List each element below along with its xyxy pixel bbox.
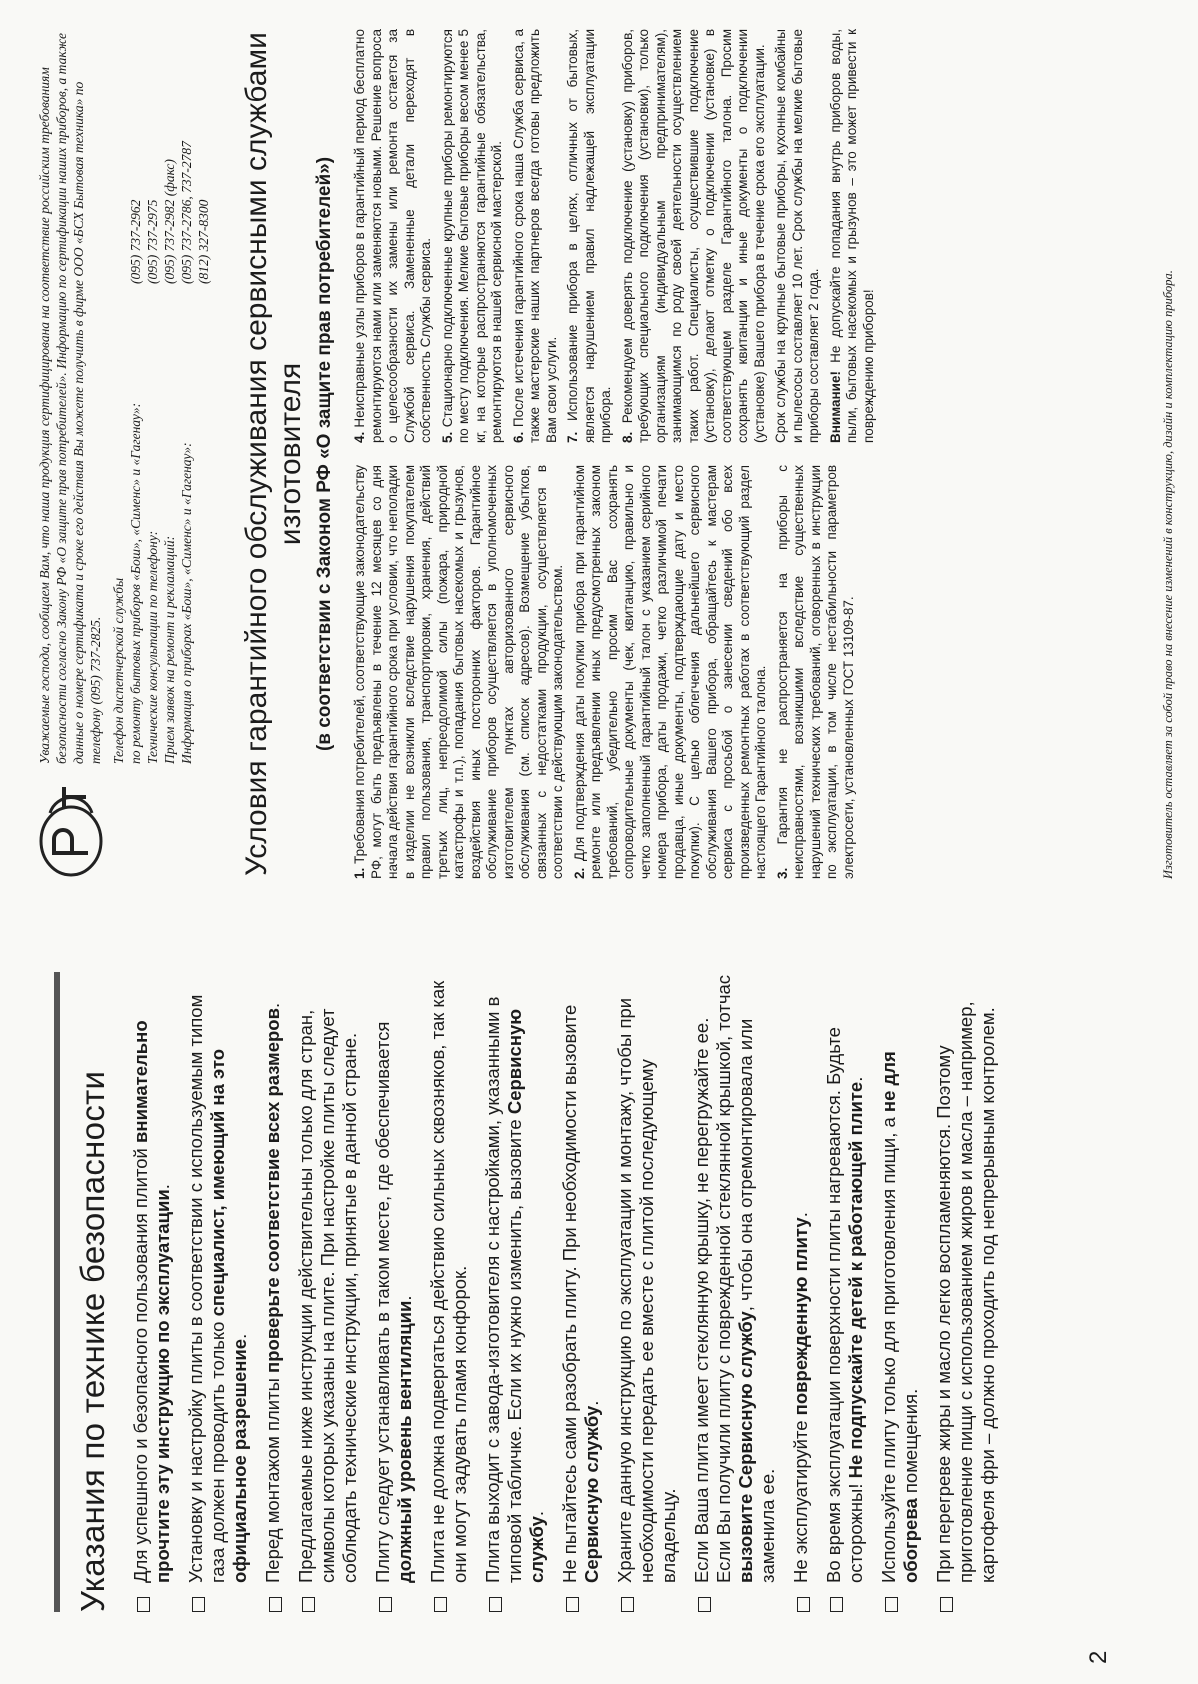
body-text: Храните данную инструкцию по эксплуатации и монтажу, чтобы при необходимости передать ее вместе с плитой последующему владельцу. xyxy=(614,997,679,1583)
bullet-box-icon xyxy=(379,1597,392,1612)
emphasis-text: 6. xyxy=(510,431,526,443)
contact-phone: (095) 737-2962 xyxy=(128,199,143,284)
emphasis-text: не для обогрева xyxy=(878,1051,921,1583)
bullet-box-icon xyxy=(269,1597,282,1612)
safety-item xyxy=(262,972,284,1612)
body-text: . xyxy=(262,1002,283,1009)
safety-list xyxy=(130,972,999,1612)
safety-item-text xyxy=(427,972,471,1583)
page-number: 2 xyxy=(1085,1650,1112,1664)
safety-item xyxy=(185,972,251,1612)
safety-item-text xyxy=(482,972,548,1583)
emphasis-text: 3. xyxy=(774,867,790,879)
safety-item-text xyxy=(372,972,416,1583)
emphasis-text: Сервисную службу xyxy=(581,1405,602,1583)
warranty-title-block xyxy=(240,29,336,879)
contact-row xyxy=(144,29,161,764)
emphasis-text: специалист, имеющий на это официальное разрешение xyxy=(207,1048,250,1583)
contact-row xyxy=(110,29,127,764)
warranty-condition xyxy=(828,29,878,443)
emphasis-text: Внимание! xyxy=(827,371,843,443)
body-text: Плиту следует устанавливать в таком месте, где обеспечивается xyxy=(372,1021,393,1583)
contact-list xyxy=(110,29,212,764)
safety-item xyxy=(559,972,603,1612)
safety-item xyxy=(790,972,812,1612)
body-text: Для успешного и безопасного пользования плитой xyxy=(130,1142,151,1583)
safety-item xyxy=(372,972,416,1612)
warranty-section xyxy=(36,29,1176,879)
contact-phone: (095) 737-2975 xyxy=(145,199,160,284)
contact-label: Прием заявок на ремонт и рекламаций: xyxy=(162,535,177,764)
body-text: Не эксплуатируйте xyxy=(790,1415,811,1583)
bullet-box-icon xyxy=(489,1597,502,1612)
body-text: , чтобы она отремонтировала или заменила ее. xyxy=(735,1018,778,1583)
safety-item xyxy=(823,972,867,1612)
body-text: Плита не должна подвергаться действию сильных сквозняков, так как они могут задувать пламя конфорок. xyxy=(427,980,470,1583)
body-text: Перед монтажом плиты xyxy=(262,1372,283,1583)
warranty-condition xyxy=(352,29,435,443)
safety-item-text xyxy=(614,972,680,1583)
safety-item-text xyxy=(691,972,779,1583)
certification-notice: Уважаемые господа, сообщаем Вам, что наша продукция сертифицирована на соответствие российским требованиям безопасности согласно Закону РФ «О защите прав потребителей». Информацию по сертификации наших приборов, а также данные о номере сертификата и сроке его действия Вы можете получить в фирме ООО «БСХ Бытовая техника» по телефону (095) 737-2825. xyxy=(37,32,103,764)
body-text: Используйте плиту только для приготовления пищи, а xyxy=(878,1112,899,1583)
safety-item xyxy=(295,972,361,1612)
warranty-condition xyxy=(565,29,615,443)
body-text: . xyxy=(845,1076,866,1082)
body-text: Неисправные узлы приборов в гарантийный период бесплатно ремонтируются нами или заменяются новыми. Решение вопроса о целесообразности их замены или ремонта остается за Службой сервиса. Замененные детали переходят в собственность Службы сервиса. xyxy=(352,29,433,443)
body-text: После истечения гарантийного срока наша Служба сервиса, а также мастерские наших партнеров всегда готовы предложить Вам свои услуги. xyxy=(510,29,559,443)
contact-row xyxy=(195,29,212,764)
bullet-box-icon xyxy=(797,1597,810,1612)
body-text: Требования потребителей, соответствующие законодательству РФ, могут быть предъявлены в течение 12 месяцев со дня начала действия гарантийного срока при условии, что неполадки в изделии не возникли вследствие нарушения покупателем правил пользования, транспортировки, хранения, действий третьих лиц, непреодолимой силы (пожара, природной катастрофы и т.п.), попадания бытовых насекомых и грызунов, воздействия иных посторонних факторов. Гарантийное обслуживание приборов осуществляется в уполномоченных изготовителем пунктах авторизованного сервисного обслуживания (см. список адресов). Возмещение убытков, связанных с недостатками продукции, осуществляется в соответствии с действующим законодательством. xyxy=(352,465,565,879)
safety-item xyxy=(130,972,174,1612)
safety-item-text xyxy=(559,972,603,1583)
safety-item-text xyxy=(262,1003,284,1583)
bullet-box-icon xyxy=(885,1597,898,1612)
body-text: Гарантия не распространяется на приборы с неисправностями, возникшими вследствие существенных нарушений технических требований, оговоренных в инструкции по эксплуатации, в том числе нестабильности параметров электросети, установленных ГОСТ 13109-87. xyxy=(774,465,856,879)
safety-item xyxy=(427,972,471,1612)
contact-label: Информация о приборах «Бош», «Сименс» и «Гагенау»: xyxy=(179,442,194,764)
warranty-condition xyxy=(352,465,567,879)
body-text: Использование прибора в целях, отличных от бытовых, является нарушением правил надлежащей эксплуатации прибора. xyxy=(565,29,613,443)
safety-section xyxy=(54,972,1184,1612)
emphasis-text: проверьте соответствие всех размеров xyxy=(262,1008,283,1373)
body-text: Срок службы на крупные бытовые приборы, кухонные комбайны и пылесосы составляет 10 лет. Срок службы на мелкие бытовые приборы составляет 2 года. xyxy=(773,29,821,443)
safety-item-text xyxy=(878,972,922,1583)
warranty-condition xyxy=(440,29,506,443)
body-text: Установку и настройку плиты в соответствии с используемым типом газа должен проводить только xyxy=(185,994,228,1583)
body-text: . xyxy=(526,1510,547,1517)
contact-label: Технические консультации по телефону: xyxy=(145,530,160,764)
safety-item-text xyxy=(130,972,174,1583)
warranty-condition xyxy=(775,465,858,879)
body-text: Рекомендуем доверять подключение (установку) приборов, требующих специального подключения (установки), только организациям (индивидуальным предпринимателям), занимающимся по роду своей деятельности осуществлением таких работ. Специалисты, осуществившие подключение (установку), делают отметку о подключении (установке) в соответствующем разделе Гарантийного талона. Просим сохранять квитанции и иные документы о подключении (установке) Вашего прибора в течение срока его эксплуатации. xyxy=(619,29,767,443)
contact-row xyxy=(127,29,144,764)
conditions-right-column xyxy=(352,29,882,443)
emphasis-text: Сервисную службу xyxy=(504,1008,547,1583)
contact-phone: (812) 327-8300 xyxy=(196,199,211,284)
emphasis-text: 1. xyxy=(352,867,367,879)
conditions-left-column xyxy=(352,465,882,879)
body-text: . xyxy=(581,1400,602,1406)
contact-label: по ремонту бытовых приборов «Бош», «Сименс» и «Гагенау»: xyxy=(128,402,143,764)
safety-item xyxy=(614,972,680,1612)
warranty-subtitle: (в соответствии с Законом РФ «О защите прав потребителей») xyxy=(314,156,335,752)
body-text: Для подтверждения даты покупки прибора при гарантийном ремонте или предъявлении иных предусмотренных законом требований, убедительно просим Вас сохранять сопроводительные документы (чек, квитанцию, правильно и четко заполненный гарантийный талон с указанием серийного номера прибора, даты продажи, четко различимой печати продавца, иные документы, подтверждающие дату и место покупки). С целью облегчения дальнейшего сервисного обслуживания Вашего прибора, обращайтесь к мастерам сервиса с просьбой о занесении сведений обо всех произведенных ремонтных работах в соответствующий раздел настоящего Гарантийного талона. xyxy=(571,465,768,879)
warranty-condition xyxy=(572,465,770,879)
bullet-box-icon xyxy=(302,1597,315,1612)
bullet-box-icon xyxy=(434,1597,447,1612)
emphasis-text: вызовите Сервисную службу xyxy=(735,1311,756,1583)
safety-item xyxy=(878,972,922,1612)
safety-item-text xyxy=(185,972,251,1583)
emphasis-text: Не подпускайте детей к работающей плите xyxy=(845,1081,866,1479)
safety-item-text xyxy=(295,972,361,1583)
body-text: Во время эксплуатации поверхности плиты нагреваются. Будьте осторожны! xyxy=(823,1027,866,1583)
rst-certification-logo-icon xyxy=(36,779,106,879)
body-text: Стационарно подключенные крупные приборы ремонтируются по месту подключения. Мелкие бытовые приборы весом менее 5 кг, на которые распространяются гарантийные обязательства, ремонтируются в нашей сервисной мастерской. xyxy=(439,29,504,443)
emphasis-text: 2. xyxy=(571,867,587,879)
contact-row xyxy=(161,29,178,764)
safety-item xyxy=(482,972,548,1612)
warranty-condition xyxy=(511,29,561,443)
body-text: . xyxy=(394,1295,415,1301)
body-text: Не пытайтесь сами разобрать плиту. При необходимости вызовите xyxy=(559,1004,580,1583)
body-text: Не допускайте попадания внутрь приборов воды, пыли, бытовых насекомых и грызунов – это может привести к повреждению приборов! xyxy=(827,29,876,443)
safety-title: Указания по технике безопасности xyxy=(74,1070,111,1612)
bullet-box-icon xyxy=(940,1597,953,1612)
bullet-box-icon xyxy=(621,1597,634,1612)
bullet-box-icon xyxy=(137,1597,150,1612)
body-text: Предлагаемые ниже инструкции действительны только для стран, символы которых указаны на плите. При настройке плиты следует соблюдать технические инструкции, принятые в данной стране. xyxy=(295,1008,360,1583)
bullet-box-icon xyxy=(830,1597,843,1612)
bullet-box-icon xyxy=(698,1597,711,1612)
warranty-condition xyxy=(773,29,823,443)
emphasis-text: должный уровень вентиляции xyxy=(394,1300,415,1583)
safety-header xyxy=(54,972,112,1612)
body-text: . xyxy=(152,1184,173,1190)
contact-row xyxy=(178,29,195,764)
warranty-condition xyxy=(620,29,769,443)
safety-item-text xyxy=(823,972,867,1583)
manufacturer-footnote: Изготовитель оставляет за собой право на внесение изменений в конструкцию, дизайн и комплектацию прибора. xyxy=(1161,270,1175,879)
safety-item-text xyxy=(933,972,999,1583)
safety-item-text xyxy=(790,1212,812,1583)
body-text: помещения. xyxy=(900,1388,921,1499)
bullet-box-icon xyxy=(192,1597,205,1612)
emphasis-text: поврежденную плиту xyxy=(790,1217,811,1416)
contact-label: Телефон диспетчерской службы xyxy=(111,577,126,764)
emphasis-text: 8. xyxy=(619,431,635,443)
contact-phone: (095) 737-2982 (факс) xyxy=(162,159,177,284)
warranty-conditions xyxy=(352,29,882,879)
emphasis-text: 4. xyxy=(352,431,367,443)
body-text: Плита выходит с завода-изготовителя с настройками, указанными в типовой табличке. Если их нужно изменить, вызовите xyxy=(482,996,525,1583)
contact-label xyxy=(195,284,212,764)
emphasis-text: 7. xyxy=(565,431,580,443)
body-text: . xyxy=(790,1212,811,1218)
body-text: Если Ваша плита имеет стеклянную крышку, не перегружайте ее. Если Вы получили плиту с поврежденной стеклянной крышкой, тотчас xyxy=(691,974,734,1583)
safety-item xyxy=(933,972,999,1612)
safety-item xyxy=(691,972,779,1612)
bullet-box-icon xyxy=(566,1597,579,1612)
warranty-title: Условия гарантийного обслуживания сервисными службами изготовителя xyxy=(240,32,307,876)
body-text: При перегреве жиры и масло легко воспламеняются. Поэтому приготовление пищи с использованием жиров и масла – например, картофеля фри – должно проходить под непрерывным контролем. xyxy=(933,1001,998,1583)
body-text: . xyxy=(229,1333,250,1339)
contact-phone: (095) 737-2786, 737-2787 xyxy=(179,141,194,284)
emphasis-text: внимательно прочтите эту инструкцию по эксплуатации xyxy=(130,1020,173,1583)
emphasis-text: 5. xyxy=(439,431,455,443)
